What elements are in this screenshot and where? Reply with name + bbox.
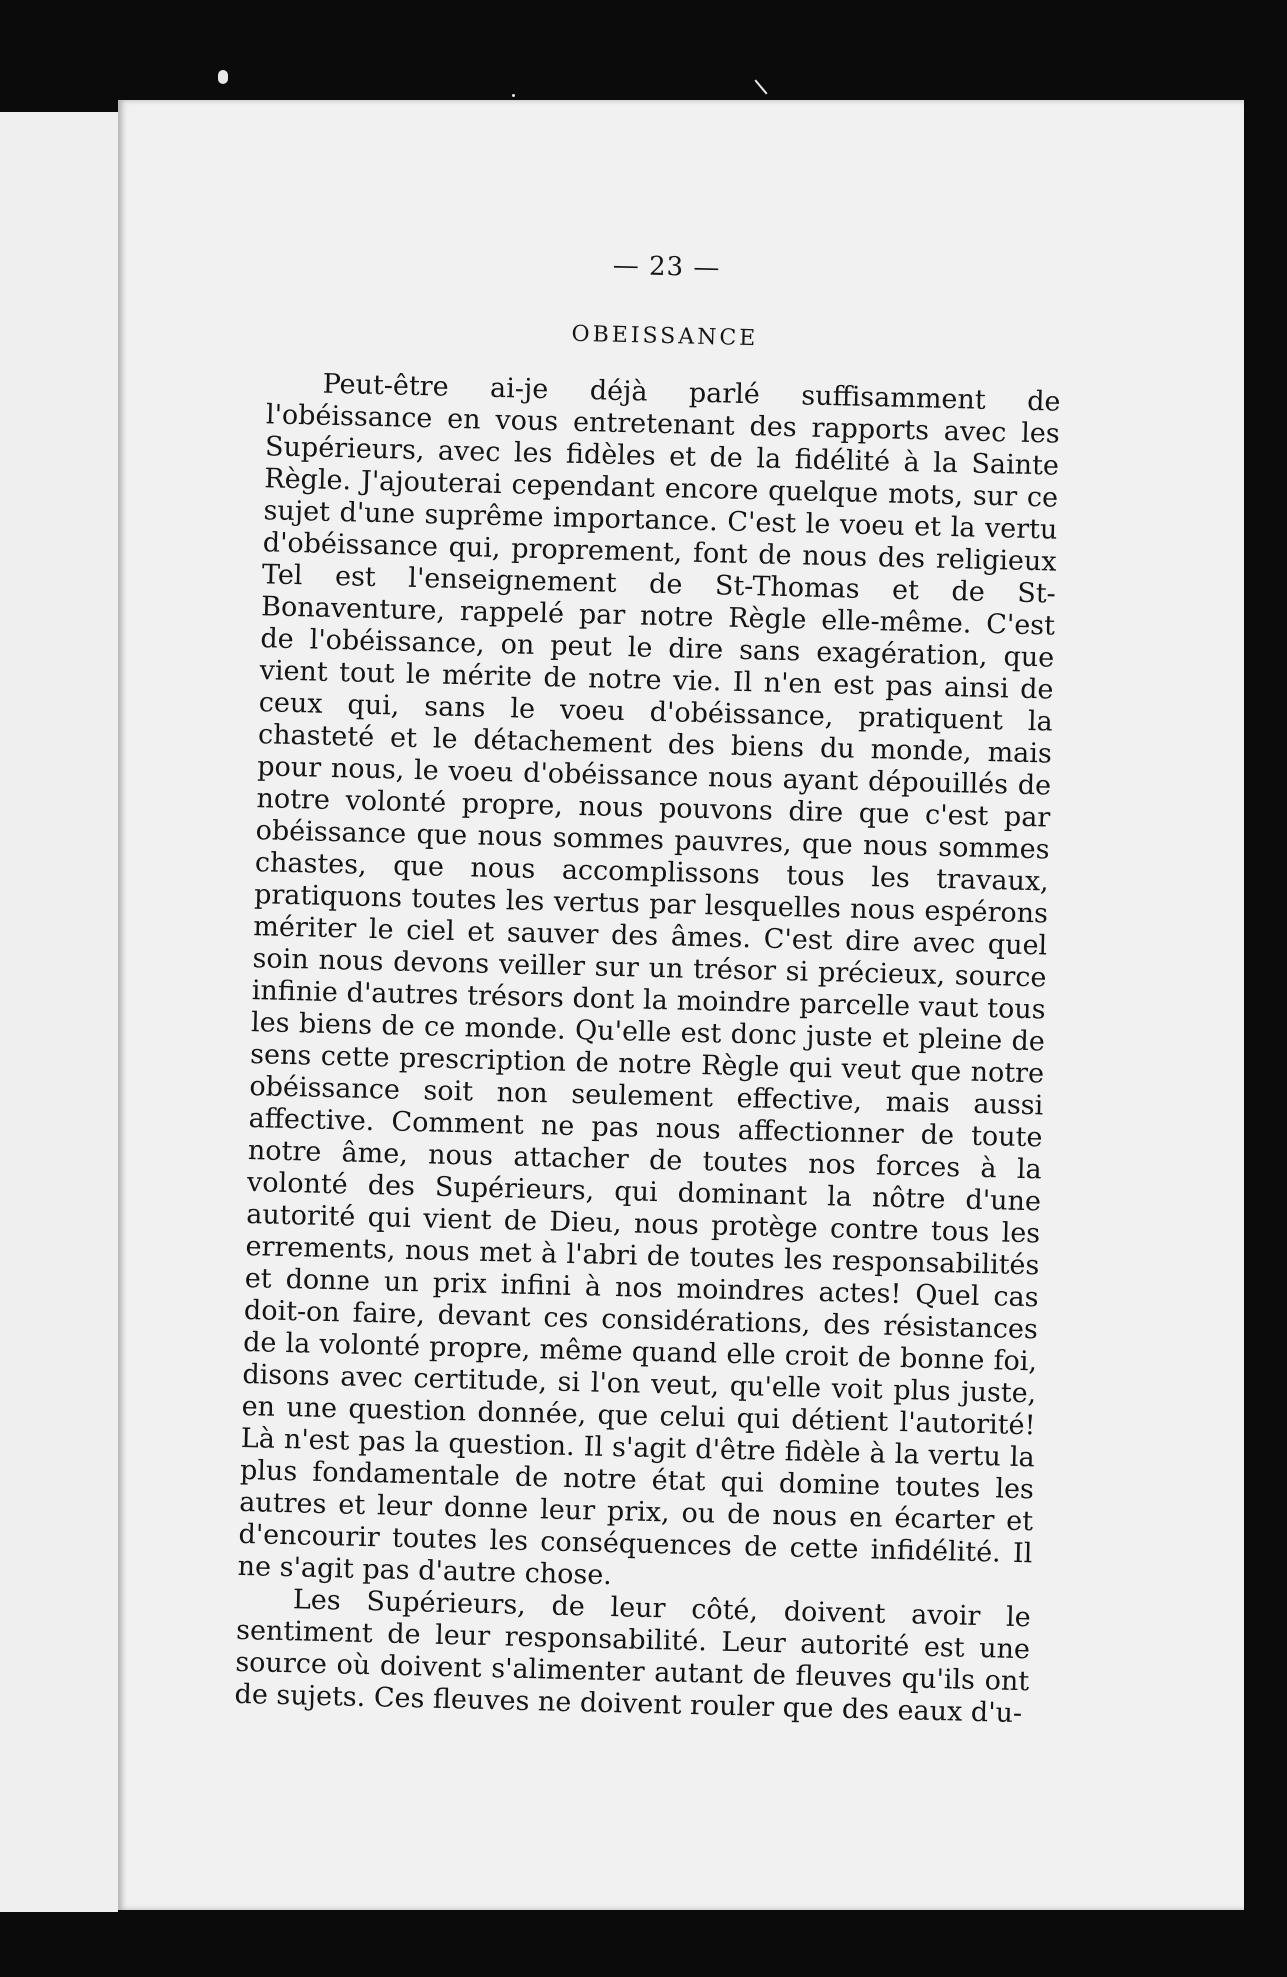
dust-speck [218,70,228,84]
paragraph: Peut-être ai-je déjà parlé suffisamment de l'obéissance en vous entretenant des rapports avec les Supérieurs, avec les fidèles et de la fidélité à la Sainte Règle. J'ajouterai cependant encore quelque mots, sur ce sujet d'une suprême importance. C'est le voeu et la vertu d'obéissance qui, proprement, font de nous des religieux Tel est l'enseignement de St-Thomas et de St-Bonaventure, rappelé par notre Règle elle-même. C'est de l'obéissance, on peut le dire sans exagération, que vient tout le mérite de notre vie. Il n'en est pas ainsi de ceux qui, sans le voeu d'obéissance, pratiquent la chasteté et le détachement des biens du monde, mais pour nous, le voeu d'obéissance nous ayant dépouillés de notre volonté propre, nous pouvons dire que c'est par obéissance que nous sommes pauvres, que nous sommes chastes, que nous accomplissons tous les travaux, pratiquons toutes les vertus par lesquelles nous espérons mériter le ciel et sauver des âmes. C'est dire avec quel soin nous devons veiller sur un trésor si précieux, source infinie d'autres trésors dont la moindre parcelle vaut tous les biens de ce monde. Qu'elle est donc juste et pleine de sens cette prescription de notre Règle qui veut que notre obéissance soit non seulement effective, mais aussi affective. Comment ne pas nous affectionner de toute notre âme, nous attacher de toutes nos forces à la volonté des Supérieurs, qui dominant la nôtre d'une autorité qui vient de Dieu, nous protège contre tous les errements, nous met à l'abri de toutes les responsabilités et donne un prix infini à nos moindres actes! Quel cas doit-on faire, devant ces considérations, des résistances de la volonté propre, même quand elle croit de bonne foi, disons avec certitude, si l'on veut, qu'elle voit plus juste, en une question donnée, que celui qui détient l'autorité! Là n'est pas la question. Il s'agit d'être fidèle à la vertu la plus fondamentale de notre état qui domine toutes les autres et leur donne leur prix, ou de nous en écarter et d'encourir toutes les conséquences de cette infidélité. Il ne s'agit pas d'autre chose. [237,368,1061,1592]
book-page [118,100,1244,1910]
paragraph: Les Supérieurs, de leur côté, doivent avoir le sentiment de leur responsabilité. Leur autorité est une source où doivent s'alimenter autant de fleuves qu'ils ont de sujets. Ces fleuves ne doivent rouler que des eaux d'u- [234,1584,1032,1730]
dust-speck [754,79,767,94]
page-number: — 23 — [612,250,721,284]
left-page-edge [0,112,118,1912]
section-title: OBEISSANCE [571,321,759,352]
page-content [234,242,1064,1730]
dust-speck [512,94,515,97]
